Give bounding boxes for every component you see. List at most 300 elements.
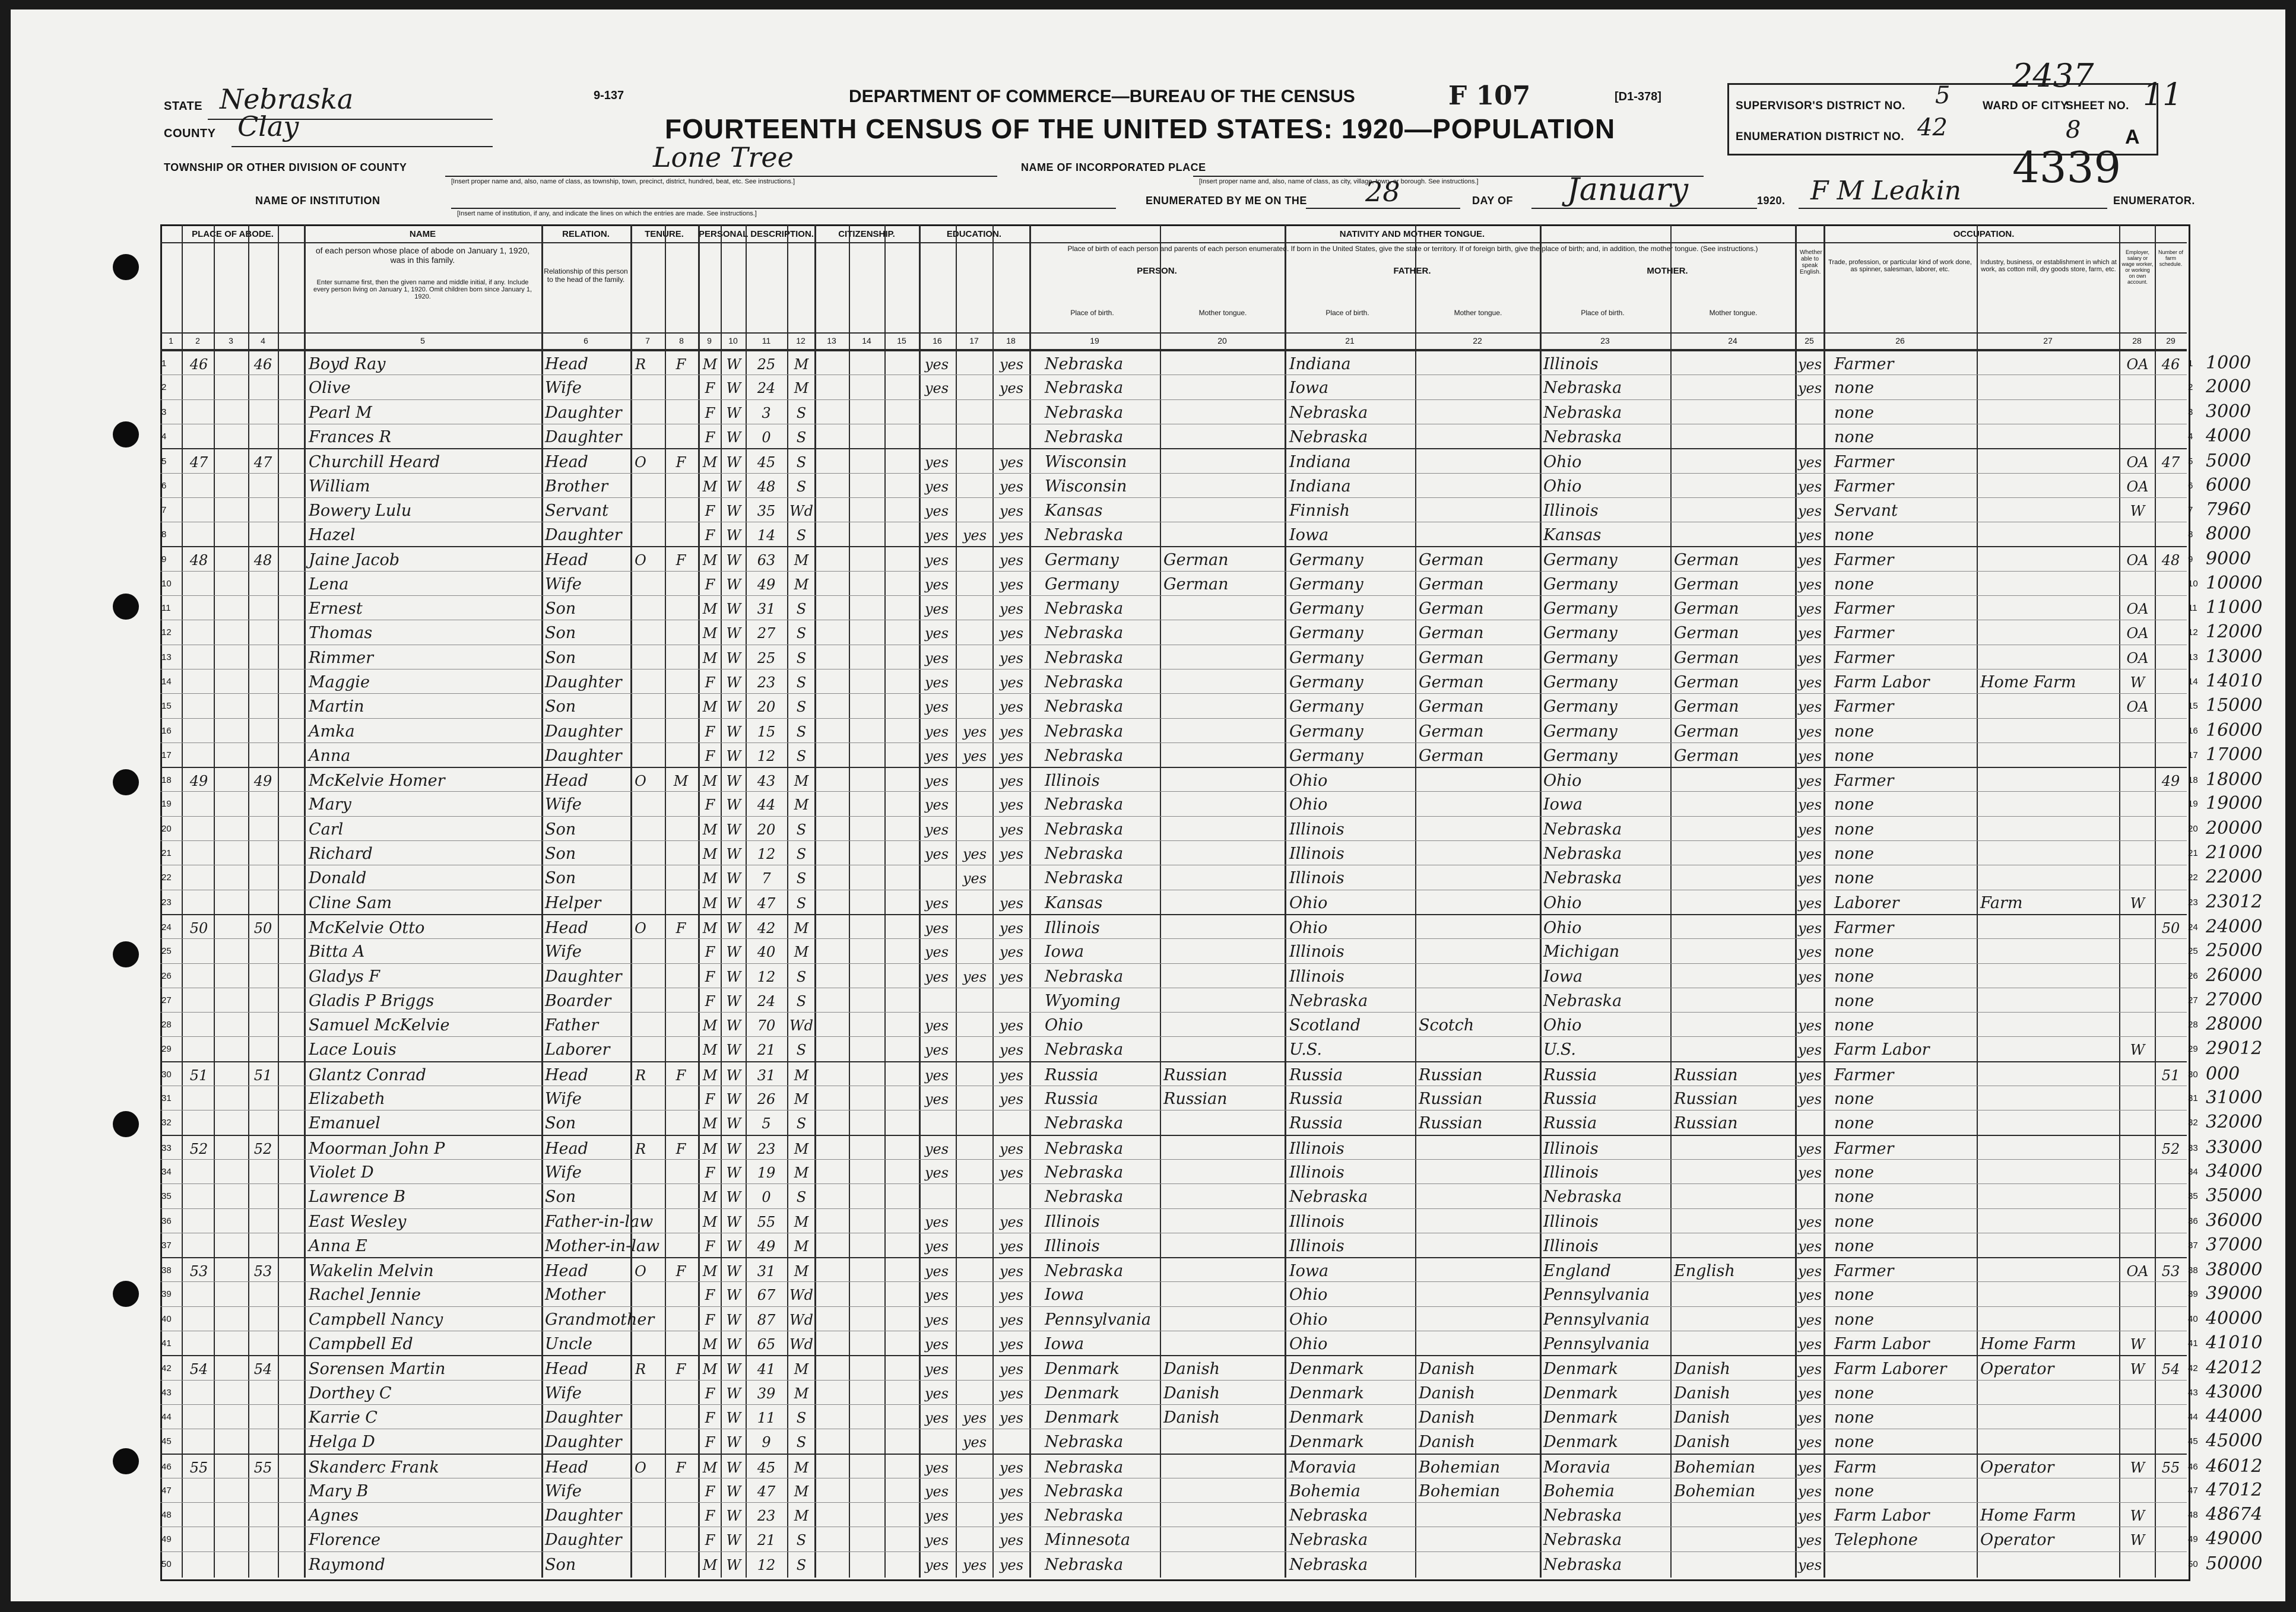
line-number: 31 xyxy=(161,1093,172,1103)
mother-mother-tongue: German xyxy=(1674,551,1739,570)
speaks-english: yes xyxy=(1797,1508,1822,1525)
farm-schedule xyxy=(2157,525,2184,546)
enumerated-month: January xyxy=(1567,172,1689,208)
line-number-right: 25 xyxy=(2188,946,2198,957)
employer-class xyxy=(2121,819,2154,840)
line-number: 37 xyxy=(161,1240,172,1251)
family-number xyxy=(249,1432,277,1453)
margin-annotation: 12000 xyxy=(2206,621,2263,643)
speaks-english: yes xyxy=(1797,552,1822,569)
dwelling-number xyxy=(185,966,213,988)
margin-annotation: 21000 xyxy=(2206,842,2263,863)
mother-mother-tongue xyxy=(1674,893,1793,914)
attended-school xyxy=(958,623,991,644)
father-birthplace: Moravia xyxy=(1289,1458,1356,1477)
margin-annotation: 10000 xyxy=(2206,572,2263,594)
sex: F xyxy=(705,502,715,519)
dwelling-number: 50 xyxy=(189,919,208,937)
margin-annotation: 46012 xyxy=(2206,1455,2263,1477)
sex: F xyxy=(705,992,715,1010)
employer-class: OA xyxy=(2126,601,2149,617)
column-number: 16 xyxy=(933,336,942,345)
speaks-english: yes xyxy=(1797,894,1822,912)
race: W xyxy=(726,747,741,764)
employer-header: Employer, salary or wage worker, or working on own account. xyxy=(2121,249,2154,285)
dwelling-number xyxy=(185,1284,213,1306)
sex: F xyxy=(705,1164,715,1181)
dwelling-number: 51 xyxy=(189,1067,208,1084)
mother-mother-tongue xyxy=(1674,1162,1793,1183)
trade: Servant xyxy=(1834,501,1898,520)
mother-mother-tongue: Bohemian xyxy=(1674,1481,1756,1500)
father-birthplace: Illinois xyxy=(1289,1236,1344,1255)
group-mother: MOTHER. xyxy=(1647,266,1688,276)
column-number: 21 xyxy=(1345,336,1355,345)
can-read: yes xyxy=(999,1508,1024,1525)
family-number: 50 xyxy=(253,919,272,937)
trade: Farmer xyxy=(1834,355,1894,373)
can-read: yes xyxy=(999,552,1024,569)
industry: Home Farm xyxy=(1980,672,2076,691)
can-read xyxy=(995,1186,1028,1208)
family-number xyxy=(249,672,277,693)
line-number-right: 23 xyxy=(2188,897,2198,907)
margin-annotation: 34000 xyxy=(2206,1160,2263,1182)
race: W xyxy=(726,674,741,691)
age: 20 xyxy=(757,821,776,838)
age: 42 xyxy=(757,919,776,937)
race: W xyxy=(726,1532,741,1549)
birthplace: Russia xyxy=(1045,1065,1099,1084)
farm-schedule xyxy=(2157,1530,2184,1551)
trade: none xyxy=(1834,1236,1875,1255)
margin-annotation: 11000 xyxy=(2206,597,2263,618)
sex: M xyxy=(702,601,718,617)
margin-annotation: 5000 xyxy=(2206,450,2251,472)
father-birthplace: Iowa xyxy=(1289,379,1329,398)
state-label: STATE xyxy=(164,100,203,113)
marital-status: S xyxy=(796,674,807,691)
marital-status: M xyxy=(794,773,809,790)
home-owned xyxy=(633,1383,648,1404)
line-number: 6 xyxy=(161,480,167,491)
father-birthplace: Germany xyxy=(1289,697,1363,716)
line-number-right: 17 xyxy=(2188,750,2198,760)
employer-class xyxy=(2121,1186,2154,1208)
mother-tongue xyxy=(1163,1505,1282,1527)
mother-birthplace: Nebraska xyxy=(1543,991,1622,1010)
mother-mother-tongue xyxy=(1674,1334,1793,1355)
home-owned xyxy=(633,745,648,767)
line-number: 16 xyxy=(161,725,172,736)
employer-class xyxy=(2121,966,2154,988)
mortgage xyxy=(666,574,696,595)
line-number-right: 48 xyxy=(2188,1510,2198,1521)
attended-school: yes xyxy=(962,1409,987,1426)
column-number: 2 xyxy=(195,336,200,345)
home-owned xyxy=(633,1481,648,1502)
attended-school: yes xyxy=(962,968,987,985)
mother-birthplace: Germany xyxy=(1543,722,1618,741)
home-owned xyxy=(633,1334,648,1355)
margin-annotation: 35000 xyxy=(2206,1185,2263,1207)
relation: Head xyxy=(545,551,588,570)
table-row xyxy=(160,693,2263,718)
can-read: yes xyxy=(999,1361,1024,1378)
speaks-english: yes xyxy=(1797,1042,1822,1059)
group-header-divider xyxy=(160,242,2187,243)
speaks-english: yes xyxy=(1797,601,1822,617)
column-number: 24 xyxy=(1728,336,1737,345)
person-name: Pearl M xyxy=(309,403,372,422)
father-mother-tongue: German xyxy=(1419,697,1484,716)
speaks-english: yes xyxy=(1797,821,1822,838)
sex: F xyxy=(705,1508,715,1525)
mother-tongue xyxy=(1163,843,1282,865)
age: 23 xyxy=(757,1508,776,1525)
institution-label: NAME OF INSTITUTION xyxy=(255,195,380,207)
farm-schedule: 51 xyxy=(2161,1067,2180,1084)
industry: Operator xyxy=(1980,1360,2054,1379)
industry xyxy=(1980,991,2117,1012)
can-read: yes xyxy=(999,1017,1024,1035)
trade: none xyxy=(1834,845,1875,863)
speaks-english: yes xyxy=(1797,773,1822,790)
trade: Farm Labor xyxy=(1834,1506,1930,1525)
line-number-right: 26 xyxy=(2188,970,2198,981)
mother-tongue xyxy=(1163,991,1282,1012)
dwelling-number xyxy=(185,819,213,840)
home-owned xyxy=(633,843,648,865)
age: 45 xyxy=(757,454,776,471)
home-owned xyxy=(633,941,648,963)
relation: Daughter xyxy=(545,1433,622,1452)
sheet-value: 11 xyxy=(2143,77,2183,113)
sex: F xyxy=(705,723,715,740)
trade: none xyxy=(1834,991,1875,1010)
sex: F xyxy=(705,1091,715,1108)
margin-annotation: 43000 xyxy=(2206,1381,2263,1402)
mother-tongue: Danish xyxy=(1163,1360,1220,1379)
relation: Son xyxy=(545,648,576,667)
table-row xyxy=(160,1135,2263,1160)
employer-class xyxy=(2121,1065,2154,1086)
person-name: Bowery Lulu xyxy=(309,501,412,520)
race: W xyxy=(726,1213,741,1230)
mother-mother-tongue: Bohemian xyxy=(1674,1458,1756,1477)
father-birthplace: Indiana xyxy=(1289,477,1351,496)
mother-tongue xyxy=(1163,354,1282,375)
column-number: 6 xyxy=(583,336,588,345)
industry xyxy=(1980,721,2117,742)
can-read: yes xyxy=(999,1164,1024,1181)
dwelling-number xyxy=(185,1236,213,1257)
table-row xyxy=(160,595,2263,620)
line-number: 26 xyxy=(161,970,172,981)
margin-annotation: 27000 xyxy=(2206,989,2263,1010)
father-birthplace: Denmark xyxy=(1289,1433,1364,1452)
relation: Father xyxy=(545,1016,599,1035)
mother-birthplace: Russia xyxy=(1543,1090,1597,1108)
birthplace: Nebraska xyxy=(1045,722,1124,741)
line-number-right: 35 xyxy=(2188,1191,2198,1202)
attended-school xyxy=(958,893,991,914)
sex: M xyxy=(702,1115,718,1132)
relation: Wife xyxy=(545,943,582,962)
attended-school xyxy=(958,648,991,669)
sex: M xyxy=(702,870,718,887)
can-write xyxy=(920,402,953,424)
mortgage xyxy=(666,966,696,988)
mother-mother-tongue xyxy=(1674,918,1793,939)
relation: Head xyxy=(545,918,588,937)
farm-schedule xyxy=(2157,794,2184,815)
person-name: Wakelin Melvin xyxy=(309,1262,434,1281)
can-write: yes xyxy=(924,1311,949,1328)
birthplace: Nebraska xyxy=(1045,1458,1124,1477)
father-mother-tongue xyxy=(1419,402,1537,424)
mother-tongue xyxy=(1163,476,1282,497)
family-number xyxy=(249,966,277,988)
relation-description: Relationship of this person to the head of the family. xyxy=(544,267,628,284)
mother-birthplace: Pennsylvania xyxy=(1543,1335,1650,1353)
person-name: Emanuel xyxy=(309,1114,380,1133)
farm-schedule xyxy=(2157,623,2184,644)
age: 7 xyxy=(762,870,771,887)
age: 21 xyxy=(757,1042,776,1059)
mortgage xyxy=(666,893,696,914)
marital-status: M xyxy=(794,919,809,937)
person-name: Anna E xyxy=(309,1236,367,1255)
can-write: yes xyxy=(924,723,949,740)
farm-schedule: 47 xyxy=(2161,454,2180,471)
can-read: yes xyxy=(999,1091,1024,1108)
table-row xyxy=(160,1183,2263,1208)
father-birthplace: Ohio xyxy=(1289,1310,1328,1329)
industry xyxy=(1980,500,2117,522)
relation: Son xyxy=(545,869,576,888)
marital-status: M xyxy=(794,1237,809,1255)
mortgage: F xyxy=(676,552,686,569)
mother-birthplace: Germany xyxy=(1543,672,1618,691)
can-read: yes xyxy=(999,968,1024,985)
trade: Farmer xyxy=(1834,648,1894,667)
can-read: yes xyxy=(999,723,1024,740)
sex: F xyxy=(705,968,715,985)
father-birthplace: Iowa xyxy=(1289,526,1329,545)
mother-birthplace: Ohio xyxy=(1543,893,1582,912)
relation: Son xyxy=(545,1114,576,1133)
year-label: 1920. xyxy=(1757,195,1786,207)
mother-birthplace: Nebraska xyxy=(1543,403,1622,422)
race: W xyxy=(726,502,741,519)
mother-tongue xyxy=(1163,1162,1282,1183)
age: 48 xyxy=(757,478,776,495)
can-read: yes xyxy=(999,1311,1024,1328)
table-row xyxy=(160,1478,2263,1503)
industry xyxy=(1980,745,2117,767)
race: W xyxy=(726,1140,741,1157)
farm-schedule xyxy=(2157,1113,2184,1134)
table-row xyxy=(160,350,2251,376)
race: W xyxy=(726,797,741,814)
industry xyxy=(1980,1113,2117,1134)
mother-birthplace: Nebraska xyxy=(1543,1188,1622,1207)
mother-mother-tongue: German xyxy=(1674,697,1739,716)
home-owned: R xyxy=(635,1361,646,1378)
can-read: yes xyxy=(999,1385,1024,1402)
person-name: Karrie C xyxy=(309,1408,378,1427)
sex: F xyxy=(705,1409,715,1426)
mother-birthplace: Illinois xyxy=(1543,1163,1599,1182)
relation: Father-in-law xyxy=(545,1212,654,1231)
group-occupation: OCCUPATION. xyxy=(1953,229,2015,239)
trade: none xyxy=(1834,379,1875,398)
family-number xyxy=(249,1162,277,1183)
mother-tongue xyxy=(1163,1211,1282,1233)
father-mother-tongue xyxy=(1419,770,1537,792)
age: 47 xyxy=(757,894,776,912)
home-owned: R xyxy=(635,1067,646,1084)
speaks-english xyxy=(1797,991,1822,1012)
mother-tongue xyxy=(1163,1309,1282,1331)
age: 12 xyxy=(757,747,776,764)
group-tenure: TENURE. xyxy=(645,229,684,239)
column-number: 7 xyxy=(645,336,650,345)
can-read: yes xyxy=(999,797,1024,814)
enumerator-name: F M Leakin xyxy=(1810,176,1962,206)
sex: F xyxy=(705,1532,715,1549)
margin-annotation: 48674 xyxy=(2206,1504,2263,1525)
birthplace: Nebraska xyxy=(1045,355,1124,373)
industry xyxy=(1980,452,2117,473)
person-name: Raymond xyxy=(309,1555,385,1574)
family-number xyxy=(249,1089,277,1110)
attended-school: yes xyxy=(962,527,987,544)
family-number xyxy=(249,598,277,620)
can-write: yes xyxy=(924,1140,949,1157)
column-number: 26 xyxy=(1895,336,1905,345)
township-label: TOWNSHIP OR OTHER DIVISION OF COUNTY xyxy=(164,161,407,173)
father-birthplace: Ohio xyxy=(1289,795,1328,814)
employer-class xyxy=(2121,770,2154,792)
home-owned xyxy=(633,1211,648,1233)
person-name: Mary xyxy=(309,795,351,814)
can-write: yes xyxy=(924,601,949,617)
farm-schedule xyxy=(2157,672,2184,693)
mother-tongue xyxy=(1163,452,1282,473)
relation: Daughter xyxy=(545,746,622,765)
home-owned: O xyxy=(635,773,646,790)
line-number: 30 xyxy=(161,1069,172,1080)
industry xyxy=(1980,918,2117,939)
dwelling-number xyxy=(185,794,213,815)
speaks-english: yes xyxy=(1797,944,1822,961)
marital-status: S xyxy=(796,747,807,764)
mother-tongue xyxy=(1163,1481,1282,1502)
trade: Farmer xyxy=(1834,1262,1894,1281)
punch-hole xyxy=(113,1448,139,1474)
mother-birthplace: Illinois xyxy=(1543,1236,1599,1255)
father-mother-tongue xyxy=(1419,918,1537,939)
industry xyxy=(1980,1284,2117,1306)
mother-mother-tongue: German xyxy=(1674,599,1739,618)
margin-annotation: 1000 xyxy=(2206,353,2251,373)
mortgage xyxy=(666,1505,696,1527)
father-birthplace: Nebraska xyxy=(1289,1531,1368,1550)
mortgage: F xyxy=(676,1067,686,1084)
sex: M xyxy=(702,1556,718,1573)
family-number: 54 xyxy=(253,1361,272,1378)
dwelling-number xyxy=(185,1186,213,1208)
person-name: Mary B xyxy=(309,1481,369,1500)
can-write: yes xyxy=(924,699,949,716)
industry xyxy=(1980,525,2117,546)
marital-status: M xyxy=(794,797,809,814)
industry xyxy=(1980,966,2117,988)
father-birthplace: Denmark xyxy=(1289,1408,1364,1427)
family-number xyxy=(249,1530,277,1551)
birthplace: Germany xyxy=(1045,575,1119,594)
line-number: 2 xyxy=(161,382,167,393)
relation: Boarder xyxy=(545,991,611,1010)
margin-annotation: 14010 xyxy=(2206,670,2263,691)
birthplace: Nebraska xyxy=(1045,697,1124,716)
margin-annotation: 7960 xyxy=(2206,499,2251,520)
attended-school xyxy=(958,354,991,375)
mother-birthplace: Nebraska xyxy=(1543,379,1622,398)
father-birthplace: Nebraska xyxy=(1289,1555,1368,1574)
family-number xyxy=(249,574,277,595)
line-number: 28 xyxy=(161,1020,172,1030)
table-row xyxy=(160,718,2263,743)
attended-school xyxy=(958,1481,991,1502)
sex: F xyxy=(705,944,715,961)
can-write: yes xyxy=(924,1213,949,1230)
mother-birthplace: Ohio xyxy=(1543,918,1582,937)
father-mother-tongue: Bohemian xyxy=(1419,1458,1501,1477)
mother-tongue xyxy=(1163,941,1282,963)
incorporated-label: NAME OF INCORPORATED PLACE xyxy=(1021,161,1206,173)
speaks-english: yes xyxy=(1797,1213,1822,1230)
attended-school xyxy=(958,1065,991,1086)
person-name: William xyxy=(309,477,370,496)
family-number xyxy=(249,1554,277,1576)
home-owned: O xyxy=(635,552,646,569)
mortgage: F xyxy=(676,1140,686,1157)
home-owned xyxy=(633,1530,648,1551)
attended-school: yes xyxy=(962,723,987,740)
line-number: 1 xyxy=(161,358,167,369)
dwelling-number xyxy=(185,672,213,693)
trade: none xyxy=(1834,526,1875,545)
farm-schedule xyxy=(2157,1162,2184,1183)
industry xyxy=(1980,1138,2117,1160)
table-row xyxy=(160,1208,2263,1233)
industry xyxy=(1980,696,2117,718)
attended-school xyxy=(958,941,991,963)
sex: F xyxy=(705,1434,715,1451)
age: 45 xyxy=(757,1459,776,1476)
trade: Farm Labor xyxy=(1834,1040,1930,1059)
race: W xyxy=(726,992,741,1010)
can-read: yes xyxy=(999,1409,1024,1426)
line-number-right: 36 xyxy=(2188,1216,2198,1226)
person-name: Thomas xyxy=(309,624,373,643)
birthplace: Nebraska xyxy=(1045,526,1124,545)
father-birthplace: Illinois xyxy=(1289,967,1344,986)
speaks-english: yes xyxy=(1797,625,1822,642)
